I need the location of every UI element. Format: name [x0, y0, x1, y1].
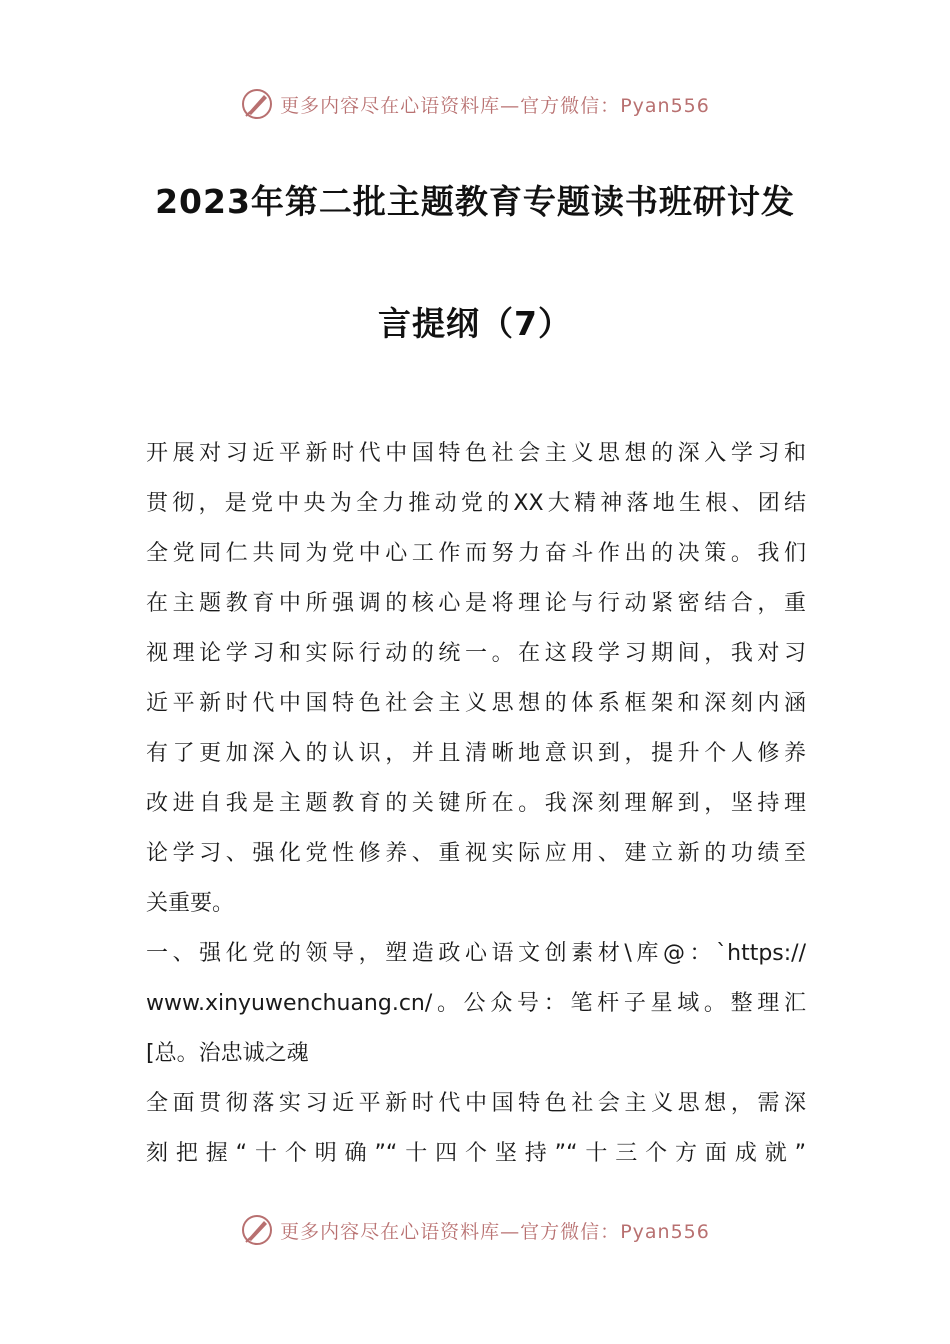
watermark-official: 官方微信：	[520, 94, 621, 117]
document-body	[146, 436, 806, 1186]
watermark-text	[280, 1217, 710, 1244]
document-title-line-1: 2023年第二批主题教育专题读书班研讨发	[155, 182, 795, 221]
body-line: www.xinyuwenchuang.cn/。公众号：笔杆子星域。整理汇	[146, 991, 806, 1016]
body-line: 开展对习近平新时代中国特色社会主义思想的深入学习和	[146, 441, 806, 466]
watermark-wechat-id: Pyan556	[620, 94, 710, 117]
watermark-separator: —	[500, 1220, 521, 1243]
watermark-brand: 更多内容尽在心语资料库	[280, 94, 501, 117]
body-line: 改进自我是主题教育的关键所在。我深刻理解到，坚持理	[146, 791, 806, 816]
watermark-official: 官方微信：	[520, 1220, 621, 1243]
quill-logo-icon	[240, 1213, 274, 1247]
body-line: 关重要。	[146, 891, 235, 916]
body-line: 视理论学习和实际行动的统一。在这段学习期间，我对习	[146, 641, 806, 666]
watermark-brand: 更多内容尽在心语资料库	[280, 1220, 501, 1243]
body-line: 有了更加深入的认识，并且清晰地意识到，提升个人修养	[146, 741, 806, 766]
body-line: 贯彻，是党中央为全力推动党的XX大精神落地生根、团结	[146, 491, 806, 516]
body-line: 全面贯彻落实习近平新时代中国特色社会主义思想，需深	[146, 1091, 806, 1116]
watermark-wechat-id: Pyan556	[620, 1220, 710, 1243]
watermark-separator: —	[500, 94, 521, 117]
quill-logo-icon	[240, 87, 274, 121]
body-line: 论学习、强化党性修养、重视实际应用、建立新的功绩至	[146, 841, 806, 866]
body-line: 一、强化党的领导，塑造政心语文创素材\库@：`https://	[146, 941, 806, 966]
body-line: 刻把握“十个明确”“十四个坚持”“十三个方面成就”	[146, 1141, 806, 1166]
body-line: 近平新时代中国特色社会主义思想的体系框架和深刻内涵	[146, 691, 806, 716]
watermark-banner-bottom	[0, 1210, 950, 1250]
watermark-banner-top	[0, 84, 950, 124]
body-line: 在主题教育中所强调的核心是将理论与行动紧密结合，重	[146, 591, 806, 616]
document-title-line-2: 言提纲（7）	[378, 304, 572, 343]
body-line: [总。治忠诚之魂	[146, 1041, 309, 1066]
body-line: 全党同仁共同为党中心工作而努力奋斗作出的决策。我们	[146, 541, 806, 566]
watermark-text	[280, 91, 710, 118]
